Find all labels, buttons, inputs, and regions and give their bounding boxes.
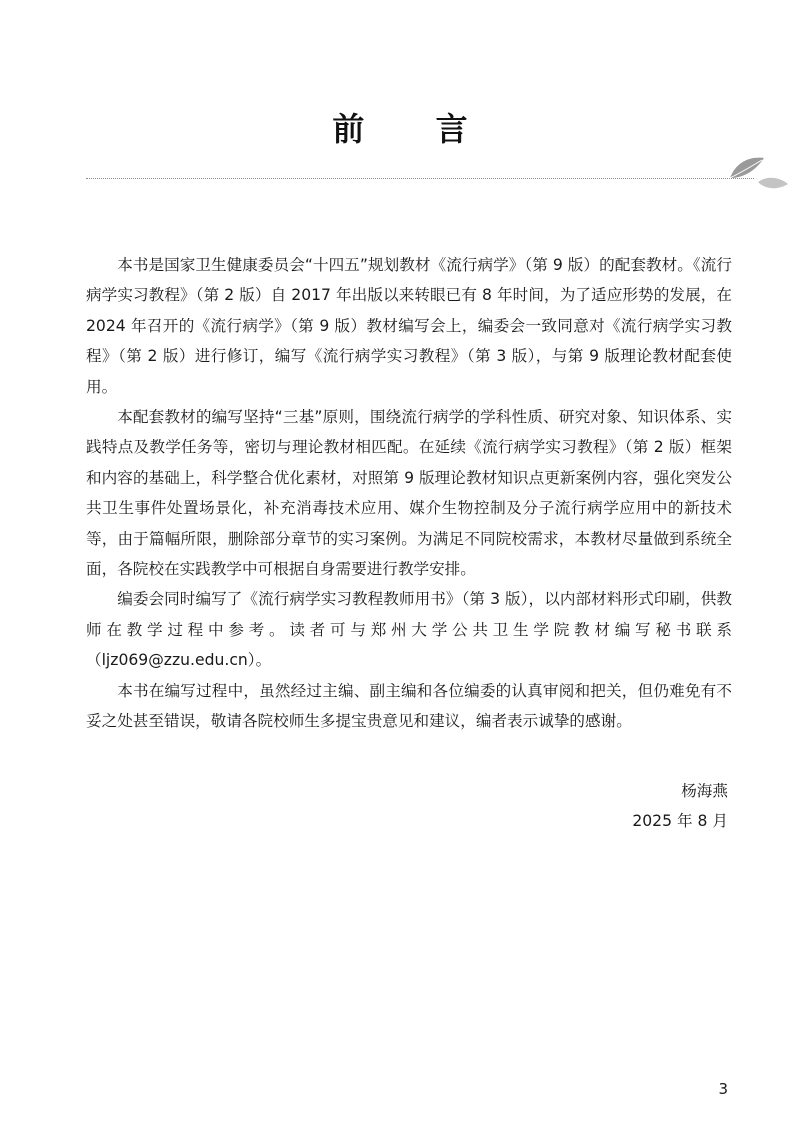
paragraph-2: 本配套教材的编写坚持“三基”原则，围绕流行病学的学科性质、研究对象、知识体系、实践特点及教学任务等，密切与理论教材相匹配。在延续《流行病学实习教程》（第 2 版）框架和内容的基础上，科学整合优化素材，对照第 9 版理论教材知识点更新案例内容，强化突发公共卫生事件处置场景化，补充消毒技术应用、媒介生物控制及分子流行病学应用中的新技术等，由于篇幅所限，删除部分章节的实习案例。为满足不同院校需求，本教材尽量做到系统全面，各院校在实践教学中可根据自身需要进行教学安排。 <box>86 408 732 579</box>
paragraph-3: 编委会同时编写了《流行病学实习教程教师用书》（第 3 版），以内部材料形式印刷，供教师在教学过程中参考。读者可与郑州大学公共卫生学院教材编写秘书联系（ljz069@zzu.edu.cn）。 <box>86 590 732 670</box>
leaf-ornament-icon <box>722 152 792 196</box>
signature-date: 2025 年 8 月 <box>632 812 728 831</box>
paragraph-1: 本书是国家卫生健康委员会“十四五”规划教材《流行病学》（第 9 版）的配套教材。《流行病学实习教程》（第 2 版）自 2017 年出版以来转眼已有 8 年时间，为了适应形势的发展，在 2024 年召开的《流行病学》（第 9 版）教材编写会上，编委会一致同意对《流行病学实习教程》（第 2 版）进行修订，编写《流行病学实习教程》（第 3 版），与第 9 版理论教材配套使用。 <box>86 256 732 396</box>
signature-block <box>632 776 728 837</box>
title-divider <box>86 178 754 179</box>
preface-body <box>86 250 732 737</box>
leaf-small <box>758 178 788 189</box>
page-number: 3 <box>718 1080 728 1098</box>
author-name: 杨海燕 <box>681 782 728 800</box>
paragraph-4: 本书在编写过程中，虽然经过主编、副主编和各位编委的认真审阅和把关，但仍难免有不妥之处甚至错误，敬请各院校师生多提宝贵意见和建议，编者表示诚挚的感谢。 <box>86 681 732 731</box>
page-title: 前 言 <box>332 110 498 148</box>
